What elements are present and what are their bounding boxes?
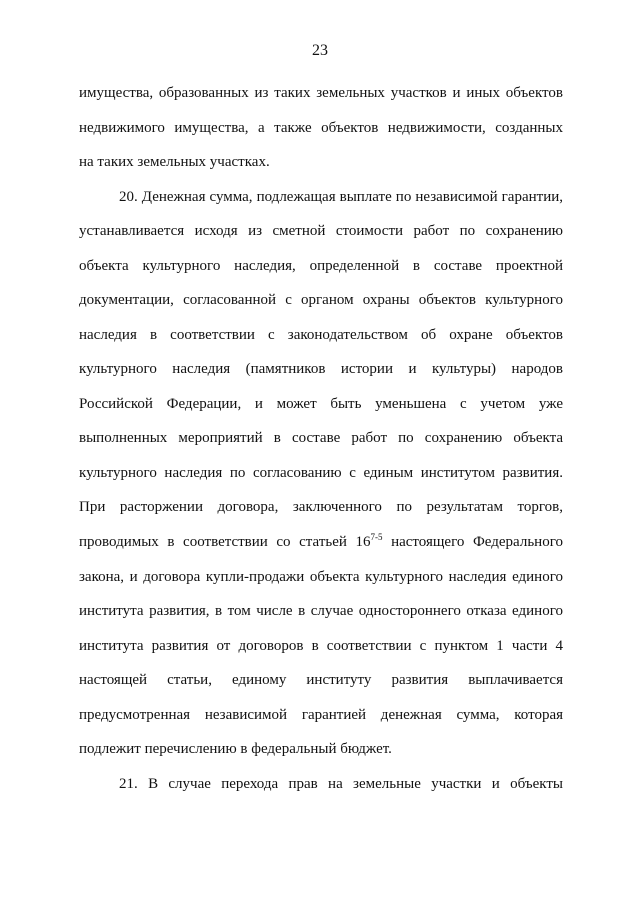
page-number: 23 bbox=[312, 42, 328, 59]
text-line: института развития от договоров в соответствии с пунктом 1 части 4 bbox=[79, 638, 563, 654]
text-line: выполненных мероприятий в составе работ по сохранению объекта bbox=[79, 430, 563, 446]
text-line: объекта культурного наследия, определенной в составе проектной bbox=[79, 258, 563, 274]
text-line: настоящей статьи, единому институту развития выплачивается bbox=[79, 672, 563, 688]
text-line: подлежит перечислению в федеральный бюджет. bbox=[79, 741, 392, 757]
text-line: недвижимого имущества, а также объектов недвижимости, созданных bbox=[79, 120, 563, 136]
paragraph-20-start: 20. Денежная сумма, подлежащая выплате по независимой гарантии, bbox=[119, 189, 563, 205]
text-line: предусмотренная независимой гарантией денежная сумма, которая bbox=[79, 707, 563, 723]
text-line: наследия в соответствии с законодательством об охране объектов bbox=[79, 327, 563, 343]
text-line: имущества, образованных из таких земельных участков и иных объектов bbox=[79, 85, 563, 101]
text-line: устанавливается исходя из сметной стоимости работ по сохранению bbox=[79, 223, 563, 239]
text-line: При расторжении договора, заключенного по результатам торгов, bbox=[79, 499, 563, 515]
text-line: Российской Федерации, и может быть уменьшена с учетом уже bbox=[79, 396, 563, 412]
text-fragment: настоящего Федерального bbox=[382, 534, 563, 550]
text-line: института развития, в том числе в случае одностороннего отказа единого bbox=[79, 603, 563, 619]
text-line: культурного наследия (памятников истории и культуры) народов bbox=[79, 361, 563, 377]
text-line-with-superscript bbox=[79, 532, 563, 552]
superscript: 7-5 bbox=[370, 532, 383, 542]
text-line: культурного наследия по согласованию с единым институтом развития. bbox=[79, 465, 563, 481]
text-line: закона, и договора купли-продажи объекта культурного наследия единого bbox=[79, 569, 563, 585]
text-fragment: проводимых в соответствии со статьей 16 bbox=[79, 534, 371, 550]
text-line: документации, согласованной с органом охраны объектов культурного bbox=[79, 292, 563, 308]
paragraph-21-start: 21. В случае перехода прав на земельные участки и объекты bbox=[119, 776, 563, 792]
text-line: на таких земельных участках. bbox=[79, 154, 270, 170]
